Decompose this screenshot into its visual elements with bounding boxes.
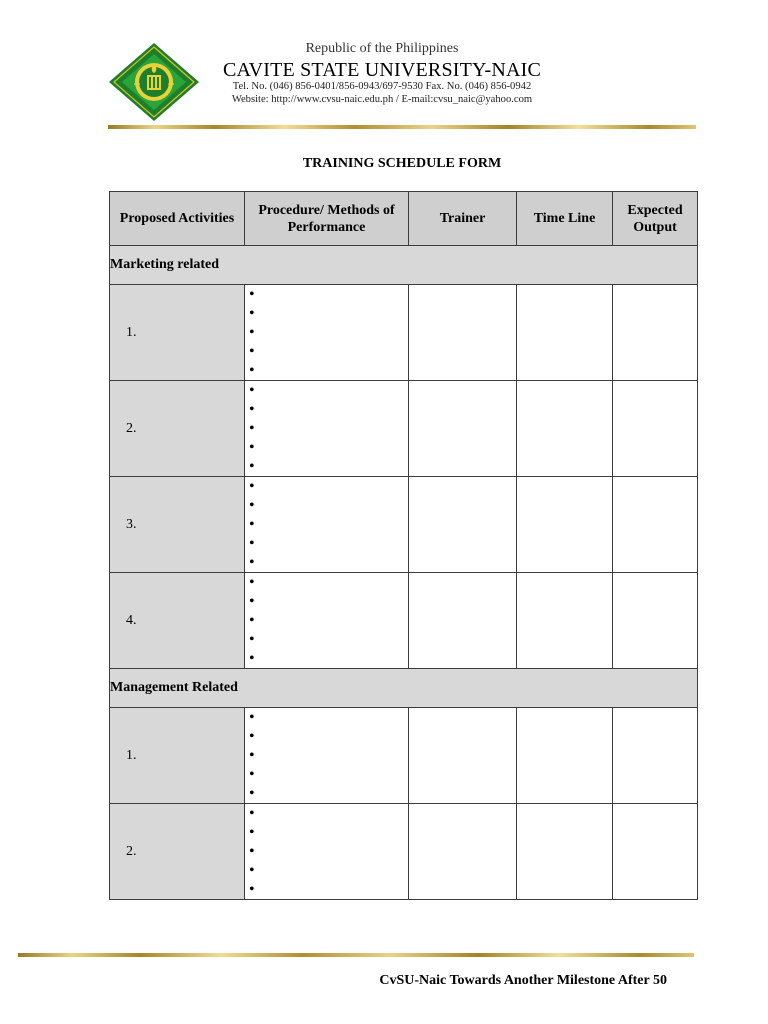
header-time-line: Time Line — [517, 192, 613, 246]
time-line-cell[interactable] — [517, 804, 613, 900]
bullet-item — [245, 573, 408, 592]
university-name: CAVITE STATE UNIVERSITY-NAIC — [222, 59, 542, 81]
trainer-cell[interactable] — [409, 477, 517, 573]
expected-output-cell[interactable] — [613, 573, 698, 669]
expected-output-cell[interactable] — [613, 477, 698, 573]
trainer-cell[interactable] — [409, 708, 517, 804]
bullet-item — [245, 515, 408, 534]
activity-number: 4. — [110, 573, 245, 669]
time-line-cell[interactable] — [517, 285, 613, 381]
procedure-cell[interactable] — [245, 708, 409, 804]
bullet-item — [245, 457, 408, 476]
bullet-item — [245, 592, 408, 611]
trainer-cell[interactable] — [409, 804, 517, 900]
bullet-item — [245, 746, 408, 765]
bullet-item — [245, 323, 408, 342]
expected-output-cell[interactable] — [613, 708, 698, 804]
bullet-item — [245, 381, 408, 400]
procedure-cell[interactable] — [245, 573, 409, 669]
bullet-item — [245, 477, 408, 496]
bullet-item — [245, 438, 408, 457]
gold-divider-top — [108, 125, 696, 129]
bullet-item — [245, 784, 408, 803]
bullet-item — [245, 842, 408, 861]
expected-output-cell[interactable] — [613, 381, 698, 477]
table-row — [110, 804, 698, 900]
bullet-item — [245, 727, 408, 746]
activity-number: 1. — [110, 708, 245, 804]
section-marketing-related: Marketing related — [110, 246, 698, 285]
bullet-item — [245, 708, 408, 727]
trainer-cell[interactable] — [409, 381, 517, 477]
expected-output-cell[interactable] — [613, 285, 698, 381]
time-line-cell[interactable] — [517, 381, 613, 477]
bullet-item — [245, 880, 408, 899]
trainer-cell[interactable] — [409, 285, 517, 381]
bullet-item — [245, 611, 408, 630]
header-expected-output: Expected Output — [613, 192, 698, 246]
procedure-cell[interactable] — [245, 285, 409, 381]
bullet-item — [245, 534, 408, 553]
bullet-item — [245, 553, 408, 572]
time-line-cell[interactable] — [517, 477, 613, 573]
activity-number: 1. — [110, 285, 245, 381]
bullet-item — [245, 765, 408, 784]
bullet-item — [245, 630, 408, 649]
table-row — [110, 477, 698, 573]
procedure-cell[interactable] — [245, 477, 409, 573]
bullet-item — [245, 361, 408, 380]
activity-number: 2. — [110, 804, 245, 900]
bullet-item — [245, 823, 408, 842]
form-title: TRAINING SCHEDULE FORM — [302, 156, 502, 171]
table-row — [110, 381, 698, 477]
table-row — [110, 708, 698, 804]
republic-heading: Republic of the Philippines — [305, 41, 459, 56]
footer-slogan: CvSU-Naic Towards Another Milestone After 50 — [379, 973, 667, 988]
contact-numbers: Tel. No. (046) 856-0401/856-0943/697-9530 Fax. No. (046) 856-0942 — [232, 81, 532, 92]
website-email: Website: http://www.cvsu-naic.edu.ph / E-mail:cvsu_naic@yahoo.com — [231, 94, 533, 105]
bullet-item — [245, 496, 408, 515]
header-trainer: Trainer — [409, 192, 517, 246]
trainer-cell[interactable] — [409, 573, 517, 669]
bullet-item — [245, 804, 408, 823]
bullet-item — [245, 861, 408, 880]
activity-number: 2. — [110, 381, 245, 477]
training-schedule-table — [109, 191, 698, 900]
university-logo — [108, 42, 200, 122]
bullet-item — [245, 342, 408, 361]
bullet-item — [245, 304, 408, 323]
expected-output-cell[interactable] — [613, 804, 698, 900]
table-row — [110, 573, 698, 669]
section-management-related: Management Related — [110, 669, 698, 708]
header-proposed-activities: Proposed Activities — [110, 192, 245, 246]
time-line-cell[interactable] — [517, 708, 613, 804]
bullet-item — [245, 400, 408, 419]
table-row — [110, 285, 698, 381]
gold-divider-bottom — [18, 953, 694, 957]
bullet-item — [245, 419, 408, 438]
header-procedure-methods: Procedure/ Methods of Performance — [245, 192, 409, 246]
activity-number: 3. — [110, 477, 245, 573]
bullet-item — [245, 649, 408, 668]
bullet-item — [245, 285, 408, 304]
time-line-cell[interactable] — [517, 573, 613, 669]
procedure-cell[interactable] — [245, 381, 409, 477]
procedure-cell[interactable] — [245, 804, 409, 900]
